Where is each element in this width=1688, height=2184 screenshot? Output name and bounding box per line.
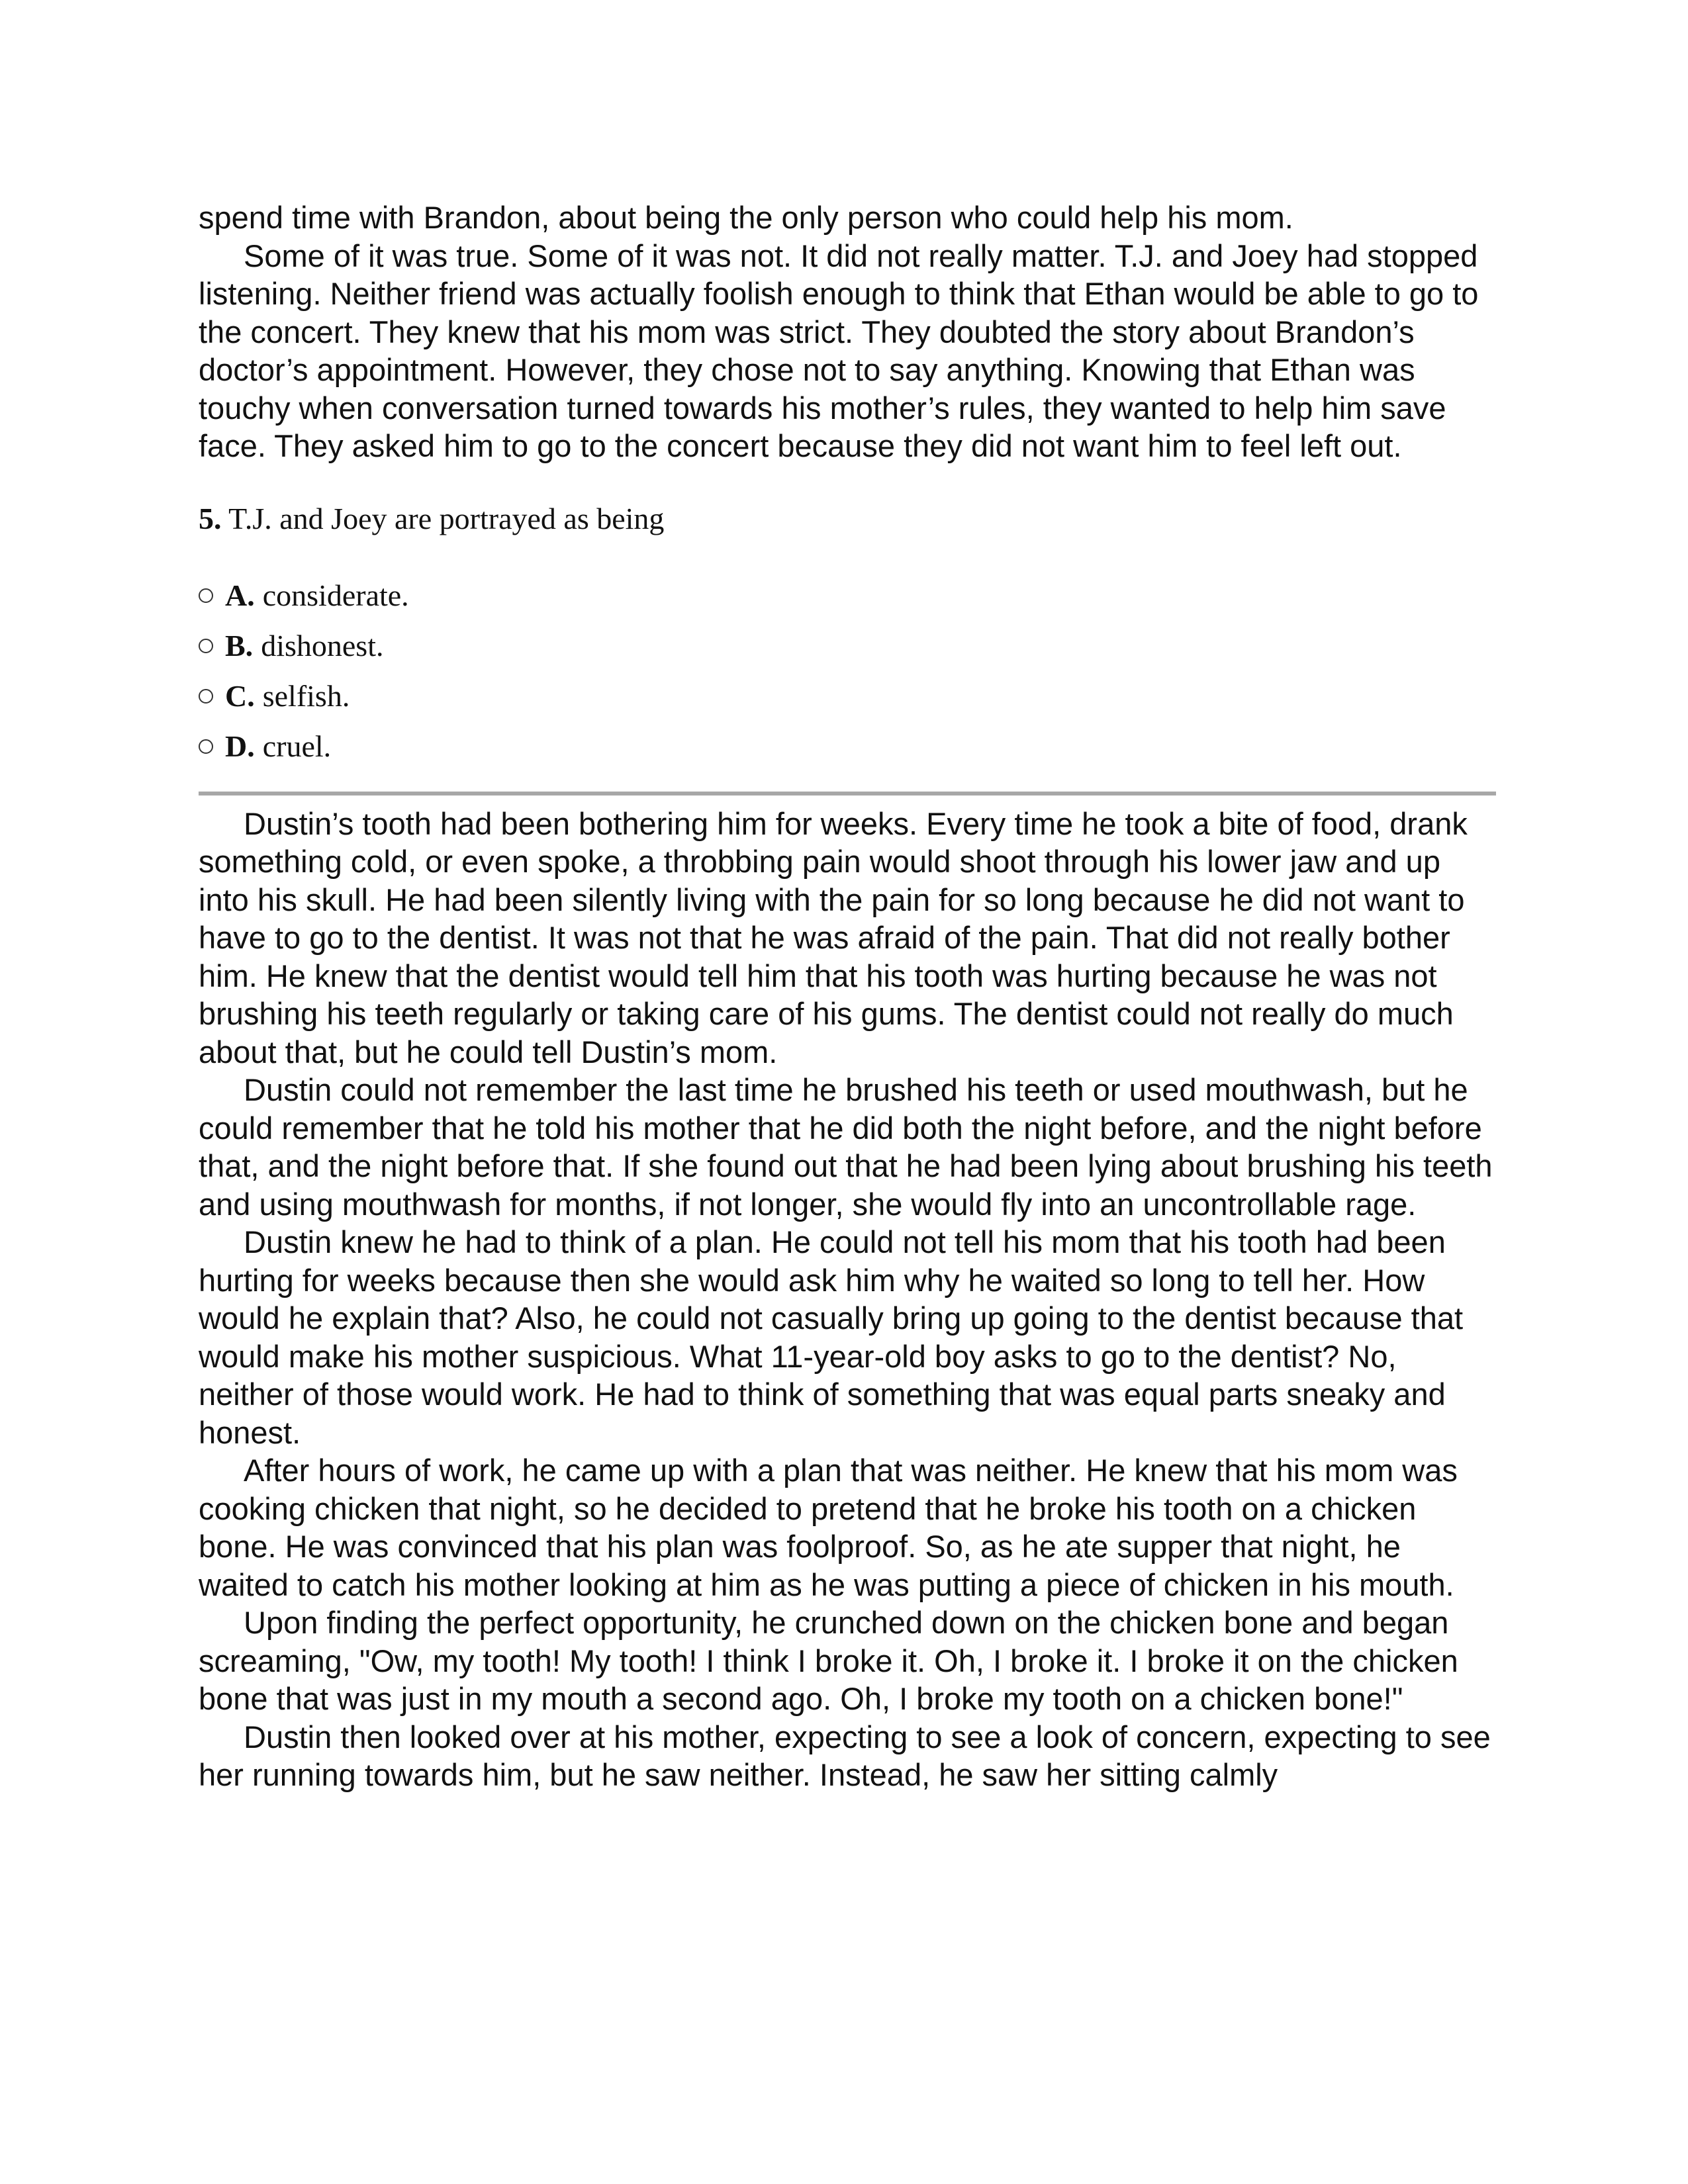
radio-button-icon[interactable] — [199, 739, 213, 754]
document-page — [199, 199, 1496, 1794]
passage-top — [199, 199, 1496, 465]
choice-text: selfish. — [262, 679, 350, 713]
choice-a[interactable] — [199, 570, 1496, 621]
radio-button-icon[interactable] — [199, 588, 213, 603]
question-text: T.J. and Joey are portrayed as being — [228, 501, 665, 535]
question-number: 5. — [199, 501, 222, 535]
passage-bottom — [199, 805, 1496, 1794]
choice-d[interactable] — [199, 721, 1496, 772]
section-divider — [199, 792, 1496, 796]
choice-text: cruel. — [262, 729, 332, 763]
choice-text: dishonest. — [261, 629, 384, 662]
answer-choices — [199, 570, 1496, 772]
choice-letter: D. — [225, 729, 255, 763]
passage-paragraph: Some of it was true. Some of it was not. It did not really matter. T.J. and Joey had stopped listening. Neither friend was actually foolish enough to think that Ethan would be able to go to the concert. They knew that his mom was strict. They doubted the story about Brandon’s doctor’s appointment. However, they chose not to say anything. Knowing that Ethan was touchy when conversation turned towards his mother’s rules, they wanted to help him save face. They asked him to go to the concert because they did not want him to feel left out. — [199, 238, 1479, 463]
passage-paragraph: Dustin then looked over at his mother, expecting to see a look of concern, expecting to see her running towards him, but he saw neither. Instead, he saw her sitting calmly — [199, 1719, 1491, 1792]
choice-b[interactable] — [199, 621, 1496, 671]
choice-letter: B. — [225, 629, 254, 662]
passage-paragraph: spend time with Brandon, about being the only person who could help his mom. — [199, 200, 1293, 235]
choice-letter: C. — [225, 679, 255, 713]
passage-paragraph: Dustin knew he had to think of a plan. He could not tell his mom that his tooth had been hurting for weeks because then she would ask him why he waited so long to tell her. How would he explain that? Also, he could not casually bring up going to the dentist because that would make his mother suspicious. What 11-year-old boy asks to go to the dentist? No, neither of those would work. He had to think of something that was equal parts sneaky and honest. — [199, 1224, 1464, 1450]
radio-button-icon[interactable] — [199, 639, 213, 653]
question — [199, 501, 1496, 536]
choice-text: considerate. — [262, 578, 409, 612]
passage-paragraph: Upon finding the perfect opportunity, he crunched down on the chicken bone and began screaming, "Ow, my tooth! My tooth! I think I broke it. Oh, I broke it. I broke it on the chicken bone that was just in my mouth a second ago. Oh, I broke my tooth on a chicken bone!" — [199, 1605, 1458, 1716]
radio-button-icon[interactable] — [199, 689, 213, 704]
choice-c[interactable] — [199, 671, 1496, 721]
passage-paragraph: After hours of work, he came up with a plan that was neither. He knew that his mom was cooking chicken that night, so he decided to pretend that he broke his tooth on a chicken bone. He was convinced that his plan was foolproof. So, as he ate supper that night, he waited to catch his mother looking at him as he was putting a piece of chicken in his mouth. — [199, 1453, 1458, 1602]
passage-paragraph: Dustin could not remember the last time he brushed his teeth or used mouthwash, but he could remember that he told his mother that he did both the night before, and the night before that, and the night before that. If she found out that he had been lying about brushing his teeth and using mouthwash for months, if not longer, she would fly into an uncontrollable rage. — [199, 1072, 1493, 1222]
passage-paragraph: Dustin’s tooth had been bothering him for weeks. Every time he took a bite of food, drank something cold, or even spoke, a throbbing pain would shoot through his lower jaw and up into his skull. He had been silently living with the pain for so long because he did not want to have to go to the dentist. It was not that he was afraid of the pain. That did not really bother him. He knew that the dentist would tell him that his tooth was hurting because he was not brushing his teeth regularly or taking care of his gums. The dentist could not really do much about that, but he could tell Dustin’s mom. — [199, 805, 1468, 1069]
choice-letter: A. — [225, 578, 255, 612]
